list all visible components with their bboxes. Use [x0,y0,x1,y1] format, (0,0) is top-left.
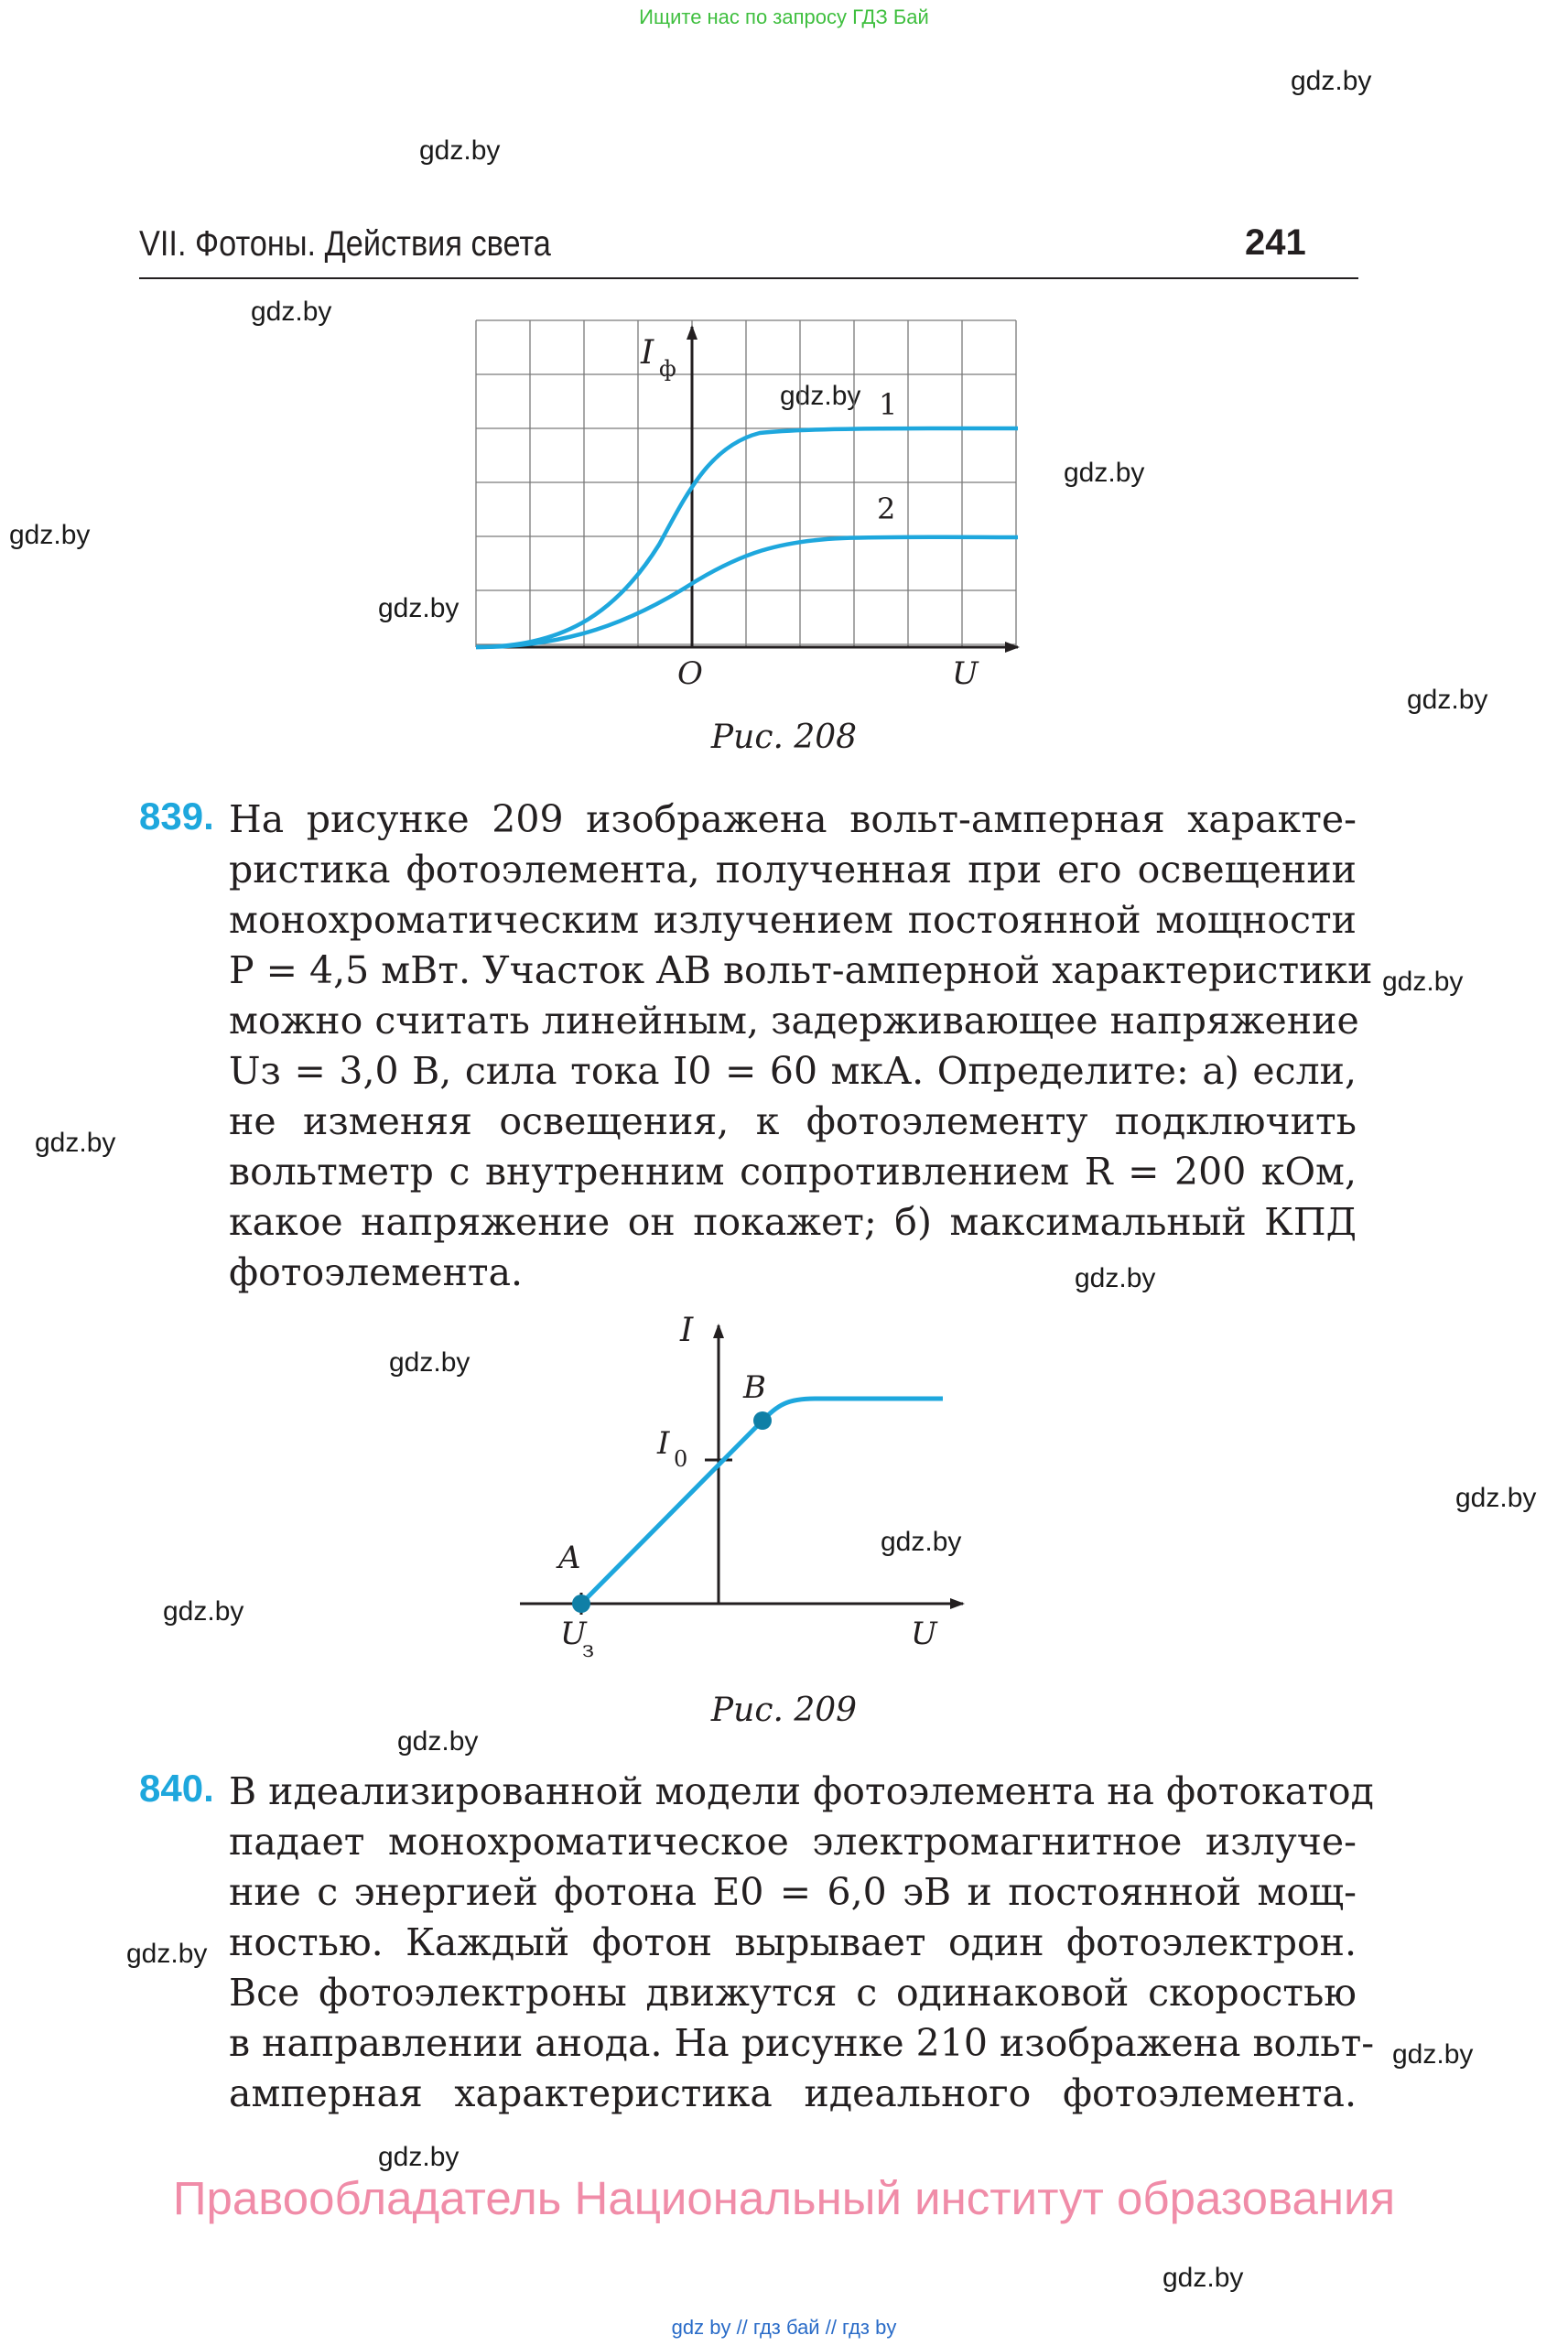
problem-839-line: P = 4,5 мВт. Участок AB вольт-амперной характеристики [229,948,1373,992]
fig209-point-b [753,1411,772,1430]
problem-840-line: падает монохроматическое электромагнитное излуче- [229,1820,1357,1864]
problem-839-line: монохроматическим излучением постоянной мощности [229,898,1357,942]
fig208-caption: Рис. 208 [710,719,858,756]
fig208-grid [476,320,1016,647]
fig209-point-b-label: B [743,1369,766,1406]
problem-839-line: какое напряжение он покажет; б) максимальный КПД [229,1200,1357,1244]
watermark: gdz.by [1075,1263,1156,1293]
fig209-u3-sub: з [582,1637,595,1662]
watermark: gdz.by [1455,1483,1537,1513]
problem-839-line: ристика фотоэлемента, полученная при его освещении [229,848,1357,892]
fig209-point-a-label: A [558,1540,581,1576]
figure-208 [458,307,1044,709]
fig208-y-label: I [641,334,654,372]
problem-839-line: фотоэлемента. [229,1250,524,1294]
watermark: gdz.by [378,593,460,623]
fig208-curve-label-1: 1 [879,387,898,422]
watermark: gdz.by [1064,458,1145,488]
fig208-curve-label-2: 2 [877,492,896,526]
watermark: gdz.by [1392,2039,1474,2070]
copyright-notice: Правообладатель Национальный институт образования [172,2172,1396,2224]
fig209-i0-label: I [657,1425,670,1462]
problem-840-line: В идеализированной модели фотоэлемента на фотокатод [229,1769,1374,1813]
fig208-curve-2 [476,537,1018,647]
fig208-x-label: U [952,655,979,692]
top-banner[interactable]: Ищите нас по запросу ГДЗ Бай [639,5,929,28]
watermark: gdz.by [1382,967,1464,997]
fig209-point-a [572,1595,590,1613]
page-number: 241 [1245,222,1306,263]
watermark: gdz.by [35,1128,116,1158]
fig208-origin-label: O [677,655,703,692]
watermark: gdz.by [251,297,332,327]
footer-links[interactable]: gdz by // гдз бай // гдз by [671,2316,897,2339]
problem-839-line: На рисунке 209 изображена вольт-амперная характе- [229,797,1357,841]
figure-209 [503,1309,979,1675]
fig209-x-label: U [911,1616,937,1652]
watermark: gdz.by [126,1939,208,1969]
problem-839-line: не изменяя освещения, к фотоэлементу подключить [229,1099,1357,1143]
watermark: gdz.by [378,2142,460,2172]
watermark: gdz.by [1162,2263,1244,2293]
problem-840-line: в направлении анода. На рисунке 210 изображена вольт- [229,2021,1375,2065]
problem-839-line: можно считать линейным, задерживающее напряжение [229,999,1359,1043]
chapter-title: VII. Фотоны. Действия света [139,224,551,264]
watermark: gdz.by [163,1596,244,1627]
problem-840-line: Все фотоэлектроны движутся с одинаковой скоростью [229,1971,1357,2015]
fig209-u3-label: U [560,1616,587,1652]
watermark: gdz.by [1407,685,1488,715]
problem-840-line: амперная характеристика идеального фотоэлемента. [229,2071,1357,2115]
fig209-y-label: I [680,1312,694,1349]
problem-840-line: ние с энергией фотона E0 = 6,0 эВ и постоянной мощ- [229,1870,1357,1914]
problem-840-line: ностью. Каждый фотон вырывает один фотоэлектрон. [229,1920,1357,1964]
watermark: gdz.by [881,1527,962,1557]
problem-840-number: 840. [139,1767,214,1810]
watermark: gdz.by [1291,66,1372,96]
watermark: gdz.by [397,1726,479,1757]
watermark: gdz.by [780,381,861,411]
problem-839-number: 839. [139,795,214,838]
problem-839-line: Uз = 3,0 В, сила тока I0 = 60 мкА. Определите: а) если, [229,1049,1357,1093]
problem-839-line: вольтметр с внутренним сопротивлением R = 200 кОм, [229,1150,1357,1194]
watermark: gdz.by [419,135,501,166]
fig209-caption: Рис. 209 [710,1692,858,1729]
watermark: gdz.by [9,520,91,550]
watermark: gdz.by [389,1347,470,1378]
fig208-y-label-sub: ф [659,356,676,382]
header-rule [139,277,1358,279]
fig209-i0-sub: 0 [674,1446,688,1472]
